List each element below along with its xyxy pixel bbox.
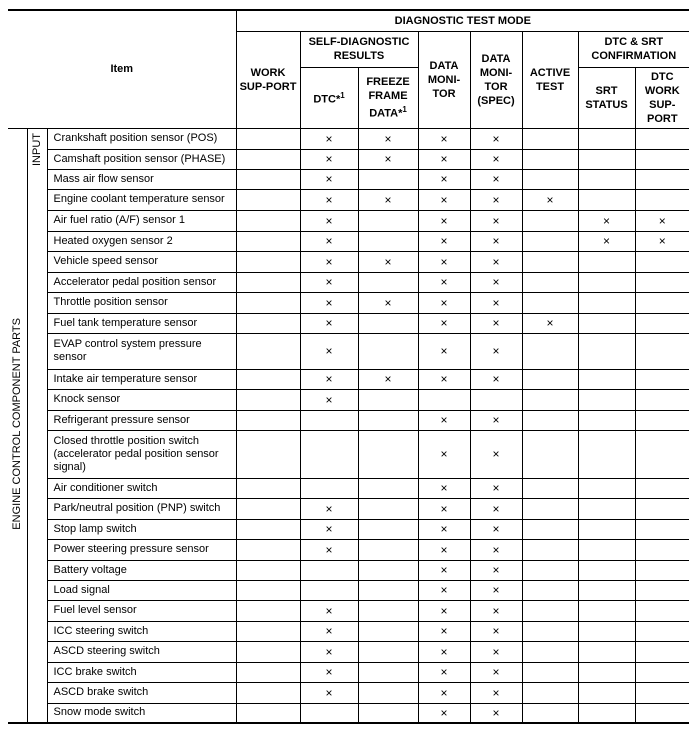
empty-cell xyxy=(522,560,578,580)
empty-cell xyxy=(358,169,418,189)
check-mark: × xyxy=(470,169,522,189)
empty-cell xyxy=(358,313,418,333)
empty-cell xyxy=(635,478,689,498)
item-label: Engine coolant temperature sensor xyxy=(47,189,236,210)
check-mark: × xyxy=(358,149,418,169)
item-label: Load signal xyxy=(47,580,236,600)
check-mark: × xyxy=(300,641,358,662)
check-mark: × xyxy=(358,292,418,313)
item-label: ASCD steering switch xyxy=(47,641,236,662)
check-mark: × xyxy=(418,539,470,560)
empty-cell xyxy=(578,682,635,703)
empty-cell xyxy=(578,662,635,682)
check-mark: × xyxy=(300,600,358,621)
empty-cell xyxy=(635,410,689,430)
check-mark: × xyxy=(470,189,522,210)
empty-cell xyxy=(635,149,689,169)
empty-cell xyxy=(300,410,358,430)
check-mark: × xyxy=(300,313,358,333)
check-mark: × xyxy=(300,539,358,560)
srt-status-header: SRT STATUS xyxy=(578,67,635,128)
check-mark: × xyxy=(470,662,522,682)
empty-cell xyxy=(578,369,635,389)
empty-cell xyxy=(635,369,689,389)
table-row xyxy=(8,313,689,333)
table-row xyxy=(8,169,689,189)
dtc-header: DTC*$^1$ xyxy=(300,67,358,128)
check-mark: × xyxy=(470,519,522,539)
empty-cell xyxy=(522,519,578,539)
table-row xyxy=(8,703,689,723)
dtc-work-support-header: DTC WORK SUP-PORT xyxy=(635,67,689,128)
table-row xyxy=(8,389,689,410)
check-mark: × xyxy=(578,210,635,231)
table-row xyxy=(8,149,689,169)
check-mark: × xyxy=(300,231,358,251)
empty-cell xyxy=(522,389,578,410)
empty-cell xyxy=(522,600,578,621)
empty-cell xyxy=(578,272,635,292)
item-header: Item xyxy=(8,10,236,128)
check-mark: × xyxy=(635,231,689,251)
empty-cell xyxy=(522,703,578,723)
check-mark: × xyxy=(418,210,470,231)
table-row xyxy=(8,662,689,682)
table-row xyxy=(8,621,689,641)
check-mark: × xyxy=(300,621,358,641)
empty-cell xyxy=(522,149,578,169)
empty-cell xyxy=(522,539,578,560)
table-body xyxy=(8,128,689,723)
check-mark: × xyxy=(522,313,578,333)
empty-cell xyxy=(358,621,418,641)
check-mark: × xyxy=(300,272,358,292)
empty-cell xyxy=(236,478,300,498)
empty-cell xyxy=(635,621,689,641)
check-mark: × xyxy=(470,498,522,519)
empty-cell xyxy=(635,498,689,519)
empty-cell xyxy=(358,662,418,682)
check-mark: × xyxy=(418,519,470,539)
item-label: Park/neutral position (PNP) switch xyxy=(47,498,236,519)
empty-cell xyxy=(358,580,418,600)
empty-cell xyxy=(578,410,635,430)
empty-cell xyxy=(236,430,300,478)
check-mark: × xyxy=(358,251,418,272)
empty-cell xyxy=(236,189,300,210)
empty-cell xyxy=(635,662,689,682)
empty-cell xyxy=(236,410,300,430)
empty-cell xyxy=(578,169,635,189)
empty-cell xyxy=(578,333,635,369)
table-row xyxy=(8,128,689,149)
item-label: ICC brake switch xyxy=(47,662,236,682)
empty-cell xyxy=(236,369,300,389)
check-mark: × xyxy=(470,600,522,621)
check-mark: × xyxy=(470,430,522,478)
empty-cell xyxy=(578,128,635,149)
table-row xyxy=(8,641,689,662)
item-label: Snow mode switch xyxy=(47,703,236,723)
empty-cell xyxy=(522,128,578,149)
check-mark: × xyxy=(418,169,470,189)
empty-cell xyxy=(358,478,418,498)
item-label: Fuel tank temperature sensor xyxy=(47,313,236,333)
empty-cell xyxy=(236,662,300,682)
empty-cell xyxy=(578,189,635,210)
empty-cell xyxy=(522,478,578,498)
table-row xyxy=(8,430,689,478)
input-group-label: INPUT xyxy=(27,128,47,723)
empty-cell xyxy=(236,272,300,292)
dtc-srt-confirmation-header: DTC & SRT CONFIRMATION xyxy=(578,31,689,67)
check-mark: × xyxy=(418,682,470,703)
empty-cell xyxy=(522,682,578,703)
empty-cell xyxy=(635,519,689,539)
empty-cell xyxy=(236,389,300,410)
empty-cell xyxy=(522,498,578,519)
item-label: Intake air temperature sensor xyxy=(47,369,236,389)
empty-cell xyxy=(578,600,635,621)
empty-cell xyxy=(470,389,522,410)
table-row xyxy=(8,333,689,369)
check-mark: × xyxy=(300,251,358,272)
check-mark: × xyxy=(358,369,418,389)
empty-cell xyxy=(578,292,635,313)
table-row xyxy=(8,272,689,292)
item-label: EVAP control system pressure sensor xyxy=(47,333,236,369)
check-mark: × xyxy=(418,369,470,389)
check-mark: × xyxy=(418,430,470,478)
check-mark: × xyxy=(300,189,358,210)
empty-cell xyxy=(635,272,689,292)
item-label: Closed throttle position switch (accelerator pedal position sensor signal) xyxy=(47,430,236,478)
empty-cell xyxy=(578,498,635,519)
table-row xyxy=(8,580,689,600)
empty-cell xyxy=(522,231,578,251)
empty-cell xyxy=(635,389,689,410)
empty-cell xyxy=(236,149,300,169)
check-mark: × xyxy=(418,189,470,210)
check-mark: × xyxy=(300,292,358,313)
item-label: ASCD brake switch xyxy=(47,682,236,703)
empty-cell xyxy=(358,600,418,621)
data-monitor-header: DATA MONI-TOR xyxy=(418,31,470,128)
engine-control-group-label: ENGINE CONTROL COMPONENT PARTS xyxy=(8,128,27,723)
check-mark: × xyxy=(522,189,578,210)
empty-cell xyxy=(236,169,300,189)
check-mark: × xyxy=(470,410,522,430)
check-mark: × xyxy=(300,210,358,231)
empty-cell xyxy=(578,478,635,498)
empty-cell xyxy=(236,313,300,333)
item-label: Battery voltage xyxy=(47,560,236,580)
check-mark: × xyxy=(418,313,470,333)
empty-cell xyxy=(236,621,300,641)
table-row xyxy=(8,251,689,272)
table-row xyxy=(8,410,689,430)
empty-cell xyxy=(578,703,635,723)
item-label: Accelerator pedal position sensor xyxy=(47,272,236,292)
empty-cell xyxy=(635,189,689,210)
check-mark: × xyxy=(470,210,522,231)
item-label: Fuel level sensor xyxy=(47,600,236,621)
empty-cell xyxy=(358,333,418,369)
empty-cell xyxy=(358,210,418,231)
empty-cell xyxy=(236,333,300,369)
empty-cell xyxy=(522,333,578,369)
empty-cell xyxy=(635,430,689,478)
check-mark: × xyxy=(418,251,470,272)
empty-cell xyxy=(578,519,635,539)
check-mark: × xyxy=(300,169,358,189)
empty-cell xyxy=(578,560,635,580)
check-mark: × xyxy=(470,149,522,169)
empty-cell xyxy=(635,600,689,621)
empty-cell xyxy=(635,128,689,149)
check-mark: × xyxy=(300,149,358,169)
empty-cell xyxy=(578,313,635,333)
empty-cell xyxy=(358,410,418,430)
self-diagnostic-results-header: SELF-DIAGNOSTIC RESULTS xyxy=(300,31,418,67)
empty-cell xyxy=(358,641,418,662)
check-mark: × xyxy=(300,498,358,519)
item-label: Crankshaft position sensor (POS) xyxy=(47,128,236,149)
empty-cell xyxy=(236,600,300,621)
item-label: Refrigerant pressure sensor xyxy=(47,410,236,430)
check-mark: × xyxy=(418,600,470,621)
empty-cell xyxy=(522,641,578,662)
check-mark: × xyxy=(470,333,522,369)
empty-cell xyxy=(635,292,689,313)
check-mark: × xyxy=(418,560,470,580)
check-mark: × xyxy=(470,560,522,580)
empty-cell xyxy=(300,703,358,723)
empty-cell xyxy=(236,682,300,703)
check-mark: × xyxy=(470,369,522,389)
check-mark: × xyxy=(418,272,470,292)
table-row xyxy=(8,189,689,210)
check-mark: × xyxy=(300,662,358,682)
check-mark: × xyxy=(358,189,418,210)
empty-cell xyxy=(358,498,418,519)
empty-cell xyxy=(358,703,418,723)
empty-cell xyxy=(358,682,418,703)
check-mark: × xyxy=(418,580,470,600)
table-row xyxy=(8,210,689,231)
check-mark: × xyxy=(470,682,522,703)
check-mark: × xyxy=(300,519,358,539)
check-mark: × xyxy=(470,580,522,600)
empty-cell xyxy=(236,703,300,723)
item-label: Camshaft position sensor (PHASE) xyxy=(47,149,236,169)
table-row xyxy=(8,519,689,539)
check-mark: × xyxy=(578,231,635,251)
item-label: Knock sensor xyxy=(47,389,236,410)
empty-cell xyxy=(578,430,635,478)
empty-cell xyxy=(522,410,578,430)
item-label: Power steering pressure sensor xyxy=(47,539,236,560)
check-mark: × xyxy=(470,313,522,333)
check-mark: × xyxy=(418,231,470,251)
table-row xyxy=(8,498,689,519)
empty-cell xyxy=(522,621,578,641)
check-mark: × xyxy=(470,703,522,723)
diagnostic-mode-table xyxy=(8,9,689,724)
empty-cell xyxy=(236,292,300,313)
empty-cell xyxy=(635,580,689,600)
check-mark: × xyxy=(470,128,522,149)
check-mark: × xyxy=(300,682,358,703)
empty-cell xyxy=(522,580,578,600)
check-mark: × xyxy=(635,210,689,231)
check-mark: × xyxy=(418,333,470,369)
empty-cell xyxy=(635,641,689,662)
empty-cell xyxy=(522,272,578,292)
check-mark: × xyxy=(300,389,358,410)
item-label: Throttle position sensor xyxy=(47,292,236,313)
item-label: Air conditioner switch xyxy=(47,478,236,498)
empty-cell xyxy=(358,272,418,292)
empty-cell xyxy=(522,169,578,189)
empty-cell xyxy=(578,621,635,641)
check-mark: × xyxy=(418,498,470,519)
empty-cell xyxy=(300,430,358,478)
active-test-header: ACTIVE TEST xyxy=(522,31,578,128)
item-label: ICC steering switch xyxy=(47,621,236,641)
freeze-frame-data-header: FREEZE FRAME DATA*$^1$ xyxy=(358,67,418,128)
work-support-header: WORK SUP-PORT xyxy=(236,31,300,128)
empty-cell xyxy=(635,251,689,272)
table-row xyxy=(8,560,689,580)
check-mark: × xyxy=(470,478,522,498)
empty-cell xyxy=(358,560,418,580)
empty-cell xyxy=(635,333,689,369)
check-mark: × xyxy=(470,641,522,662)
table-row xyxy=(8,292,689,313)
table-row xyxy=(8,231,689,251)
empty-cell xyxy=(358,519,418,539)
check-mark: × xyxy=(418,128,470,149)
empty-cell xyxy=(358,430,418,478)
empty-cell xyxy=(635,313,689,333)
empty-cell xyxy=(358,231,418,251)
empty-cell xyxy=(418,389,470,410)
empty-cell xyxy=(300,478,358,498)
empty-cell xyxy=(522,662,578,682)
item-label: Mass air flow sensor xyxy=(47,169,236,189)
empty-cell xyxy=(300,560,358,580)
empty-cell xyxy=(578,580,635,600)
check-mark: × xyxy=(470,621,522,641)
empty-cell xyxy=(358,539,418,560)
table-row xyxy=(8,682,689,703)
empty-cell xyxy=(522,251,578,272)
empty-cell xyxy=(522,210,578,231)
check-mark: × xyxy=(418,410,470,430)
table-row xyxy=(8,539,689,560)
check-mark: × xyxy=(300,128,358,149)
empty-cell xyxy=(578,641,635,662)
empty-cell xyxy=(578,251,635,272)
empty-cell xyxy=(236,539,300,560)
empty-cell xyxy=(578,149,635,169)
empty-cell xyxy=(236,498,300,519)
check-mark: × xyxy=(418,149,470,169)
empty-cell xyxy=(236,519,300,539)
check-mark: × xyxy=(418,292,470,313)
check-mark: × xyxy=(418,641,470,662)
empty-cell xyxy=(236,231,300,251)
table-row xyxy=(8,478,689,498)
check-mark: × xyxy=(470,231,522,251)
empty-cell xyxy=(236,128,300,149)
check-mark: × xyxy=(358,128,418,149)
check-mark: × xyxy=(470,272,522,292)
empty-cell xyxy=(522,369,578,389)
empty-cell xyxy=(635,539,689,560)
check-mark: × xyxy=(418,478,470,498)
empty-cell xyxy=(300,580,358,600)
empty-cell xyxy=(635,560,689,580)
empty-cell xyxy=(358,389,418,410)
item-label: Air fuel ratio (A/F) sensor 1 xyxy=(47,210,236,231)
empty-cell xyxy=(236,210,300,231)
check-mark: × xyxy=(300,333,358,369)
empty-cell xyxy=(635,682,689,703)
check-mark: × xyxy=(418,662,470,682)
empty-cell xyxy=(522,292,578,313)
empty-cell xyxy=(635,169,689,189)
diagnostic-test-mode-header: DIAGNOSTIC TEST MODE xyxy=(236,10,689,31)
item-label: Stop lamp switch xyxy=(47,519,236,539)
check-mark: × xyxy=(300,369,358,389)
table-row xyxy=(8,369,689,389)
empty-cell xyxy=(236,560,300,580)
data-monitor-spec-header: DATA MONI-TOR (SPEC) xyxy=(470,31,522,128)
check-mark: × xyxy=(418,703,470,723)
empty-cell xyxy=(578,539,635,560)
empty-cell xyxy=(236,580,300,600)
empty-cell xyxy=(236,641,300,662)
empty-cell xyxy=(236,251,300,272)
item-label: Vehicle speed sensor xyxy=(47,251,236,272)
empty-cell xyxy=(522,430,578,478)
check-mark: × xyxy=(418,621,470,641)
check-mark: × xyxy=(470,251,522,272)
table-row xyxy=(8,600,689,621)
empty-cell xyxy=(635,703,689,723)
empty-cell xyxy=(578,389,635,410)
item-label: Heated oxygen sensor 2 xyxy=(47,231,236,251)
check-mark: × xyxy=(470,539,522,560)
check-mark: × xyxy=(470,292,522,313)
